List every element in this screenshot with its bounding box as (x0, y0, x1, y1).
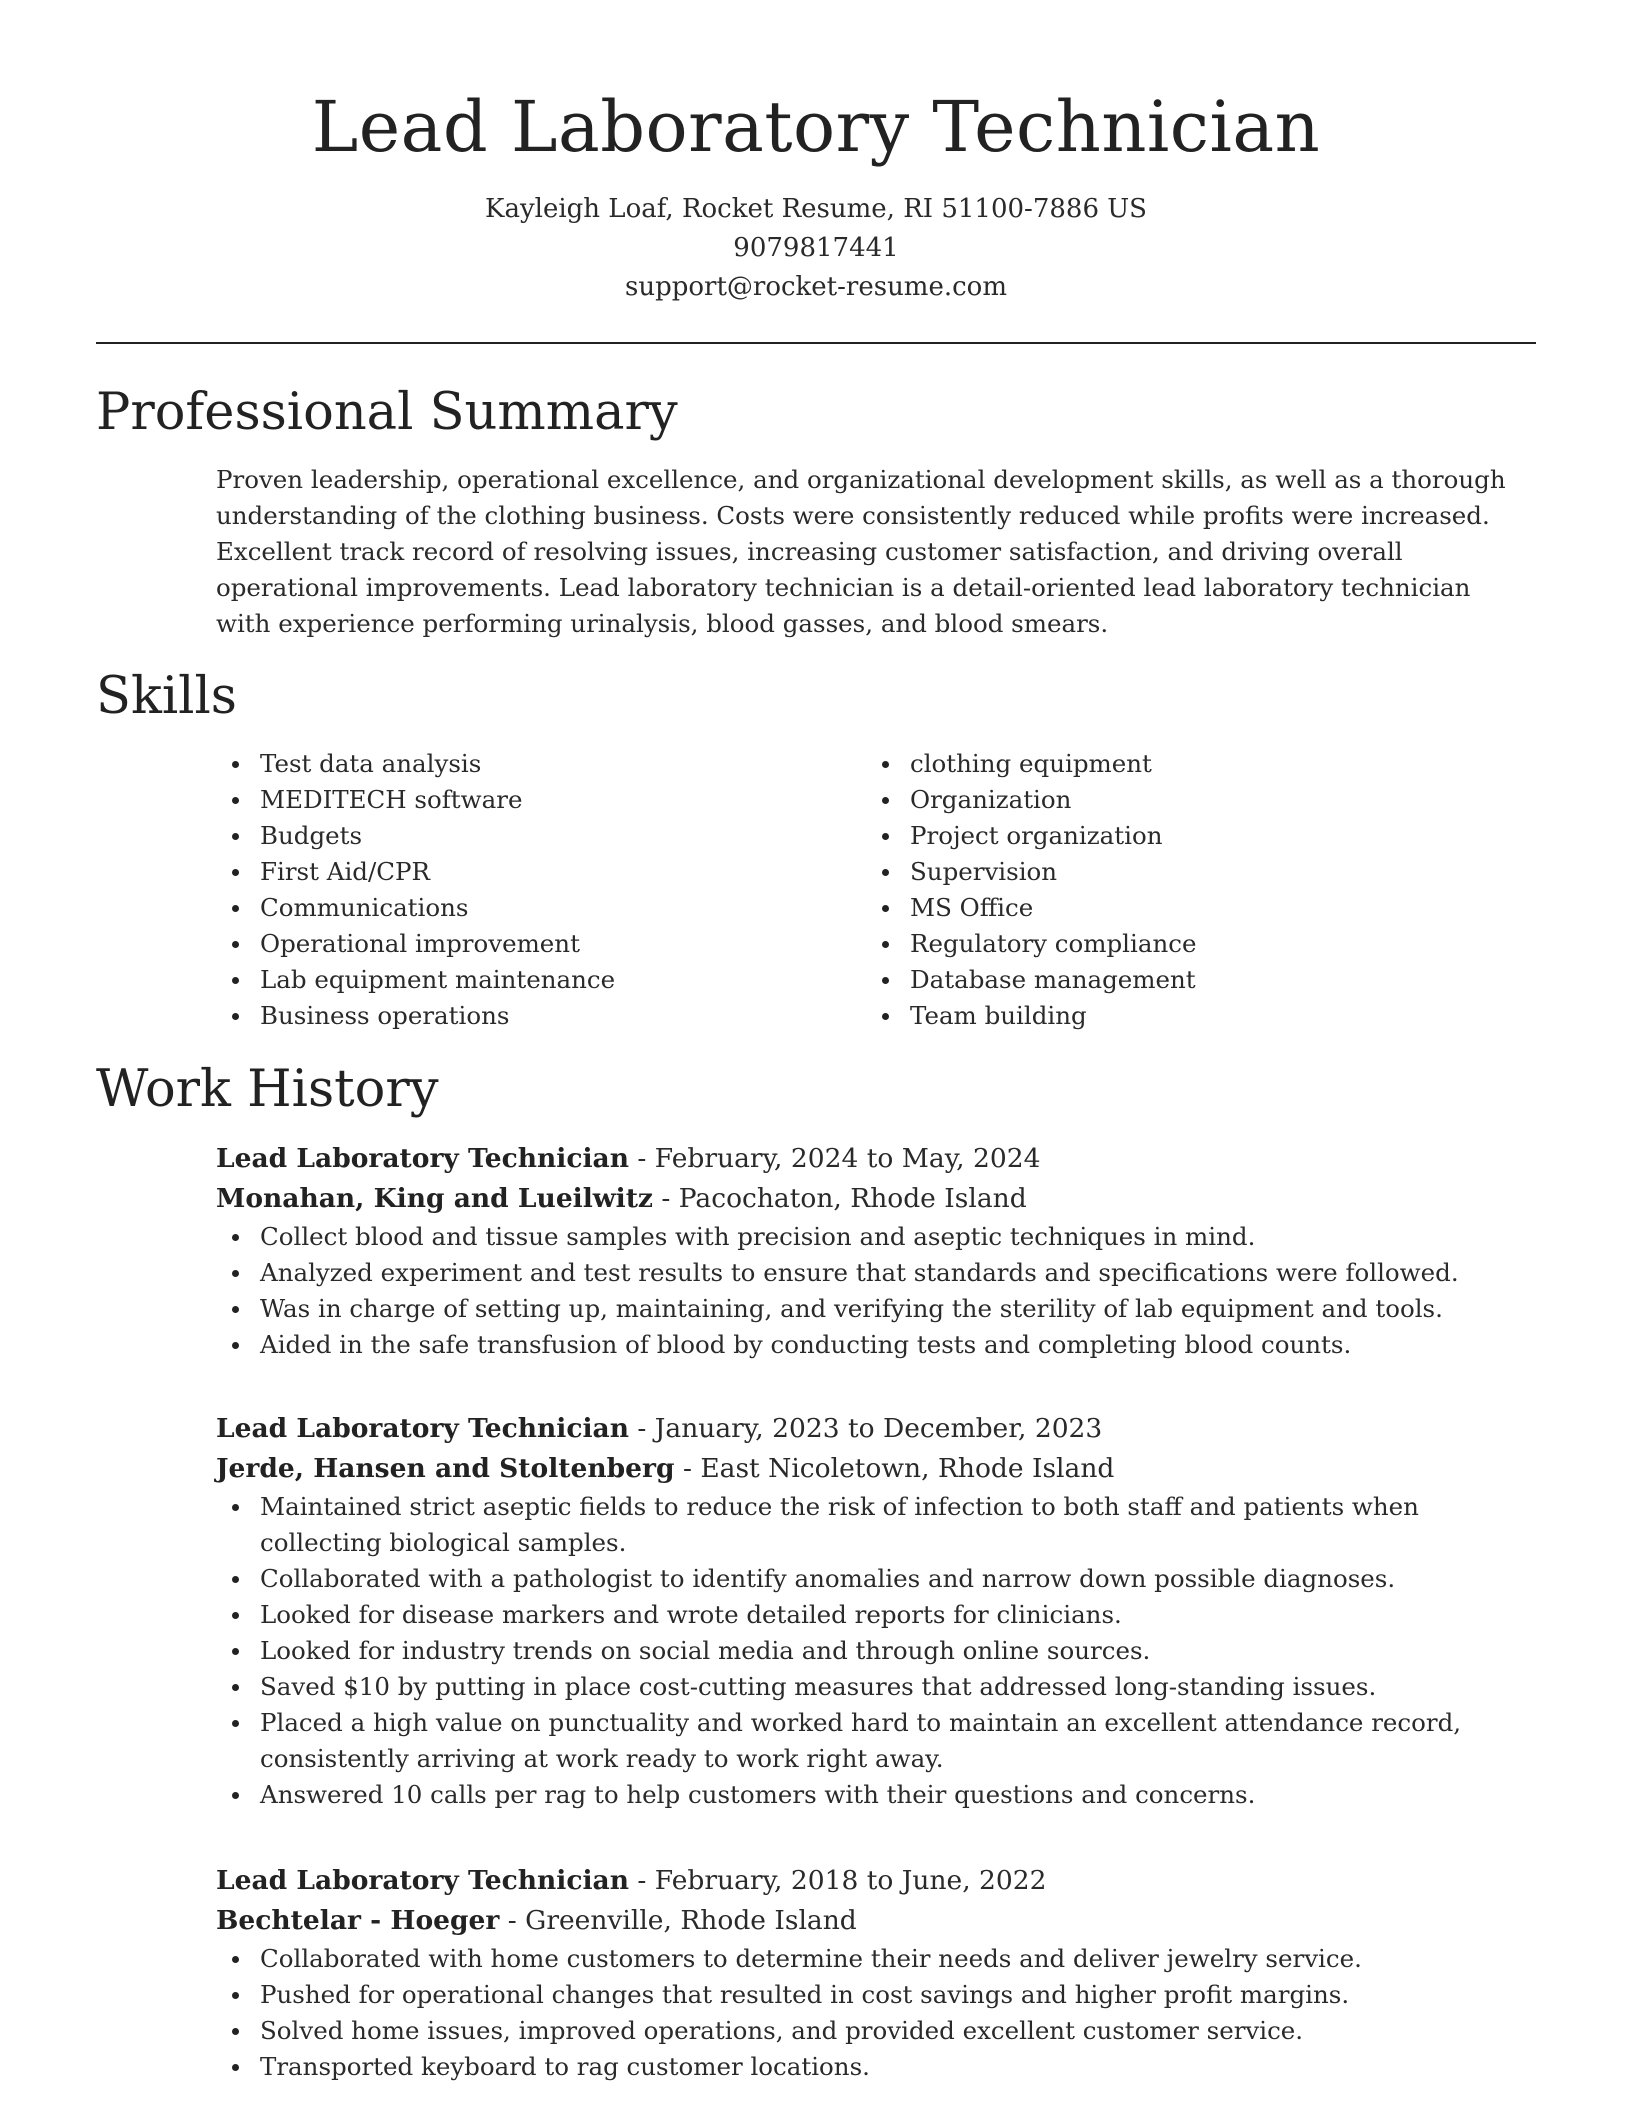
job-duties (216, 1489, 1516, 1813)
skill-item: Regulatory compliance (910, 926, 1516, 962)
job-duty: Saved $10 by putting in place cost-cutting measures that addressed long-standing issues. (260, 1669, 1516, 1705)
job-dates: - January, 2023 to December, 2023 (628, 1413, 1103, 1444)
header-divider (96, 342, 1536, 344)
skill-item: Business operations (260, 998, 866, 1034)
skill-item: Budgets (260, 818, 866, 854)
summary-heading: Professional Summary (96, 383, 678, 442)
skill-item: Communications (260, 890, 866, 926)
job-dates: - February, 2018 to June, 2022 (628, 1865, 1047, 1896)
skill-item: clothing equipment (910, 746, 1516, 782)
job-duties (216, 1941, 1516, 2085)
skill-item: MEDITECH software (260, 782, 866, 818)
job-duty: Solved home issues, improved operations, and provided excellent customer service. (260, 2013, 1516, 2049)
job-role: Lead Laboratory Technician (216, 1413, 629, 1444)
job-role: Lead Laboratory Technician (216, 1143, 629, 1174)
skills-column-left (216, 746, 866, 1034)
job-duty: Was in charge of setting up, maintaining, and verifying the sterility of lab equipment and tools. (260, 1291, 1516, 1327)
resume-header (0, 0, 1632, 307)
job-duty: Collaborated with a pathologist to identify anomalies and narrow down possible diagnoses. (260, 1561, 1516, 1597)
skills-list (216, 746, 1526, 1034)
skill-item: Organization (910, 782, 1516, 818)
job-title-line (216, 1139, 1516, 1179)
job-company: Bechtelar - Hoeger (216, 1905, 500, 1936)
job-duty: Maintained strict aseptic fields to reduce the risk of infection to both staff and patients when collecting biological samples. (260, 1489, 1516, 1561)
skill-item: Project organization (910, 818, 1516, 854)
job-company: Monahan, King and Lueilwitz (216, 1183, 653, 1214)
job-entry (216, 1861, 1516, 2085)
job-duty: Answered 10 calls per rag to help customers with their questions and concerns. (260, 1777, 1516, 1813)
job-duty: Transported keyboard to rag customer locations. (260, 2049, 1516, 2085)
job-location: - Pacochaton, Rhode Island (652, 1183, 1027, 1214)
skill-item: Operational improvement (260, 926, 866, 962)
work-history-heading: Work History (96, 1060, 439, 1119)
job-dates: - February, 2024 to May, 2024 (628, 1143, 1041, 1174)
summary-text: Proven leadership, operational excellence, and organizational development skills, as well as a thorough understanding of the clothing business. Costs were consistently reduced while profits were increased. Excellent track record of resolving issues, increasing customer satisfaction, and driving overall operational improvements. Lead laboratory technician is a detail-oriented lead laboratory technician with experience performing urinalysis, blood gasses, and blood smears. (216, 465, 1506, 638)
job-entry (216, 1409, 1516, 1813)
job-title-line (216, 1861, 1516, 1901)
job-duty: Looked for industry trends on social media and through online sources. (260, 1633, 1516, 1669)
skill-item: Database management (910, 962, 1516, 998)
job-duty: Analyzed experiment and test results to ensure that standards and specifications were followed. (260, 1255, 1516, 1291)
job-duty: Collaborated with home customers to determine their needs and deliver jewelry service. (260, 1941, 1516, 1977)
skill-item: First Aid/CPR (260, 854, 866, 890)
job-company-line (216, 1449, 1516, 1489)
skill-item: Test data analysis (260, 746, 866, 782)
job-duty: Collect blood and tissue samples with precision and aseptic techniques in mind. (260, 1219, 1516, 1255)
skill-item: Team building (910, 998, 1516, 1034)
job-company-line (216, 1179, 1516, 1219)
contact-phone: 9079817441 (733, 233, 899, 263)
job-entry (216, 1139, 1516, 1363)
skills-column-right (866, 746, 1516, 1034)
job-duties (216, 1219, 1516, 1363)
job-location: - Greenville, Rhode Island (499, 1905, 857, 1936)
job-duty: Aided in the safe transfusion of blood by conducting tests and completing blood counts. (260, 1327, 1516, 1363)
skills-heading: Skills (96, 667, 237, 726)
contact-address: Kayleigh Loaf, Rocket Resume, RI 51100-7886 US (485, 194, 1147, 224)
candidate-title: Lead Laboratory Technician (311, 86, 1321, 168)
job-duty: Placed a high value on punctuality and worked hard to maintain an excellent attendance record, consistently arriving at work ready to work right away. (260, 1705, 1516, 1777)
contact-email: support@rocket-resume.com (624, 272, 1007, 302)
contact-block (0, 190, 1632, 307)
job-title-line (216, 1409, 1516, 1449)
job-duty: Looked for disease markers and wrote detailed reports for clinicians. (260, 1597, 1516, 1633)
job-role: Lead Laboratory Technician (216, 1865, 629, 1896)
job-company: Jerde, Hansen and Stoltenberg (216, 1453, 675, 1484)
job-duty: Pushed for operational changes that resulted in cost savings and higher profit margins. (260, 1977, 1516, 2013)
job-company-line (216, 1901, 1516, 1941)
skill-item: Supervision (910, 854, 1516, 890)
skill-item: MS Office (910, 890, 1516, 926)
skill-item: Lab equipment maintenance (260, 962, 866, 998)
job-location: - East Nicoletown, Rhode Island (674, 1453, 1115, 1484)
